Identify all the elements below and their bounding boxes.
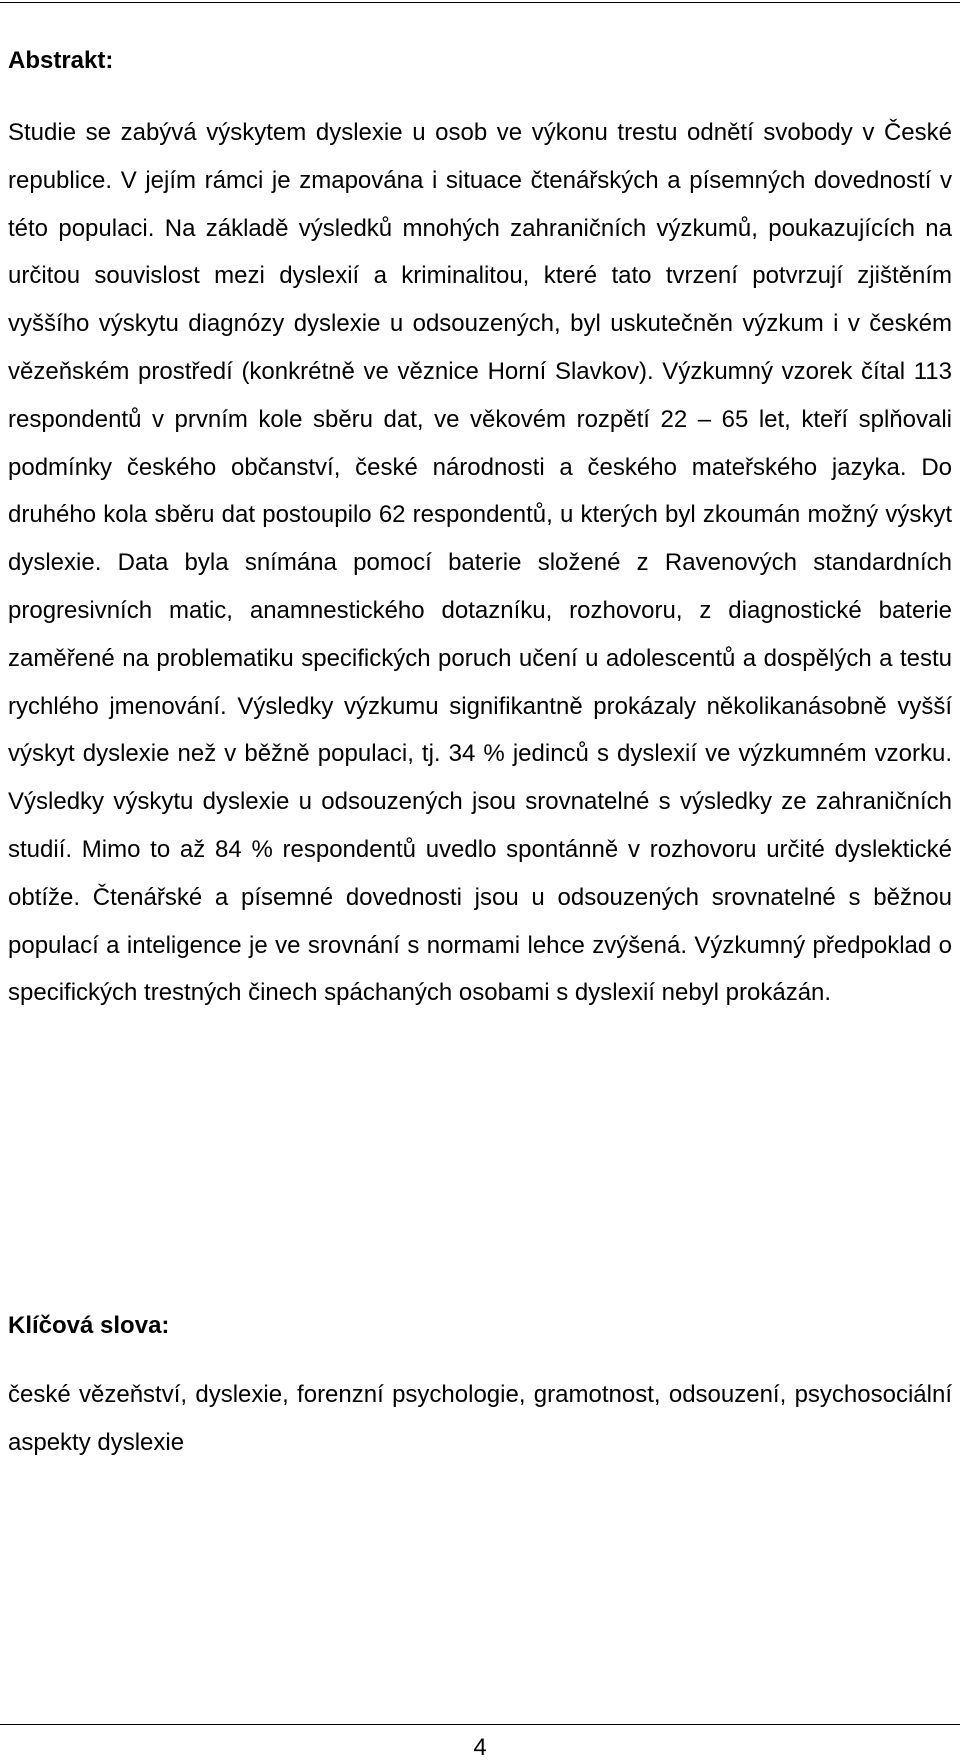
abstract-text: Studie se zabývá výskytem dyslexie u osob ve výkonu trestu odnětí svobody v České republice. V jejím rámci je zmapována i situace čtenářských a písemných dovedností v této populaci. Na základě výsledků mnohých zahraničních výzkumů, poukazujících na určitou souvislost mezi dyslexií a kriminalitou, které tato tvrzení potvrzují zjištěním vyššího výskytu diagnózy dyslexie u odsouzených, byl uskutečněn výzkum i v českém vězeňském prostředí (konkrétně ve věznice Horní Slavkov). Výzkumný vzorek čítal 113 respondentů v prvním kole sběru dat, ve věkovém rozpětí 22 – 65 let, kteří splňovali podmínky českého občanství, české národnosti a českého mateřského jazyka. Do druhého kola sběru dat postoupilo 62 respondentů, u kterých byl zkoumán možný výskyt dyslexie. Data byla snímána pomocí baterie složené z Ravenových standardních progresivních matic, anamnestického dotazníku, rozhovoru, z diagnostické baterie zaměřené na problematiku specifických poruch učení u adolescentů a dospělých a testu rychlého jmenování. Výsledky výzkumu signifikantně prokázaly několikanásobně vyšší výskyt dyslexie než v běžně populaci, tj. 34 % jedinců s dyslexií ve výzkumném vzorku. Výsledky výskytu dyslexie u odsouzených jsou srovnatelné s výsledky ze zahraničních studií. Mimo to až 84 % respondentů uvedlo spontánně v rozhovoru určité dyslektické obtíže. Čtenářské a písemné dovednosti jsou u odsouzených srovnatelné s běžnou populací a inteligence je ve srovnání s normami lehce zvýšená. Výzkumný předpoklad o specifických trestných činech spáchaných osobami s dyslexií nebyl prokázán.: [8, 119, 952, 1007]
top-rule: [0, 2, 960, 3]
page-number: 4: [473, 1734, 487, 1761]
keywords-heading: Klíčová slova:: [8, 1312, 170, 1339]
keywords-text: české vězeňství, dyslexie, forenzní psychologie, gramotnost, odsouzení, psychosociální aspekty dyslexie: [8, 1381, 952, 1456]
footer-rule: [0, 1724, 960, 1725]
abstract-heading: Abstrakt:: [8, 47, 114, 74]
